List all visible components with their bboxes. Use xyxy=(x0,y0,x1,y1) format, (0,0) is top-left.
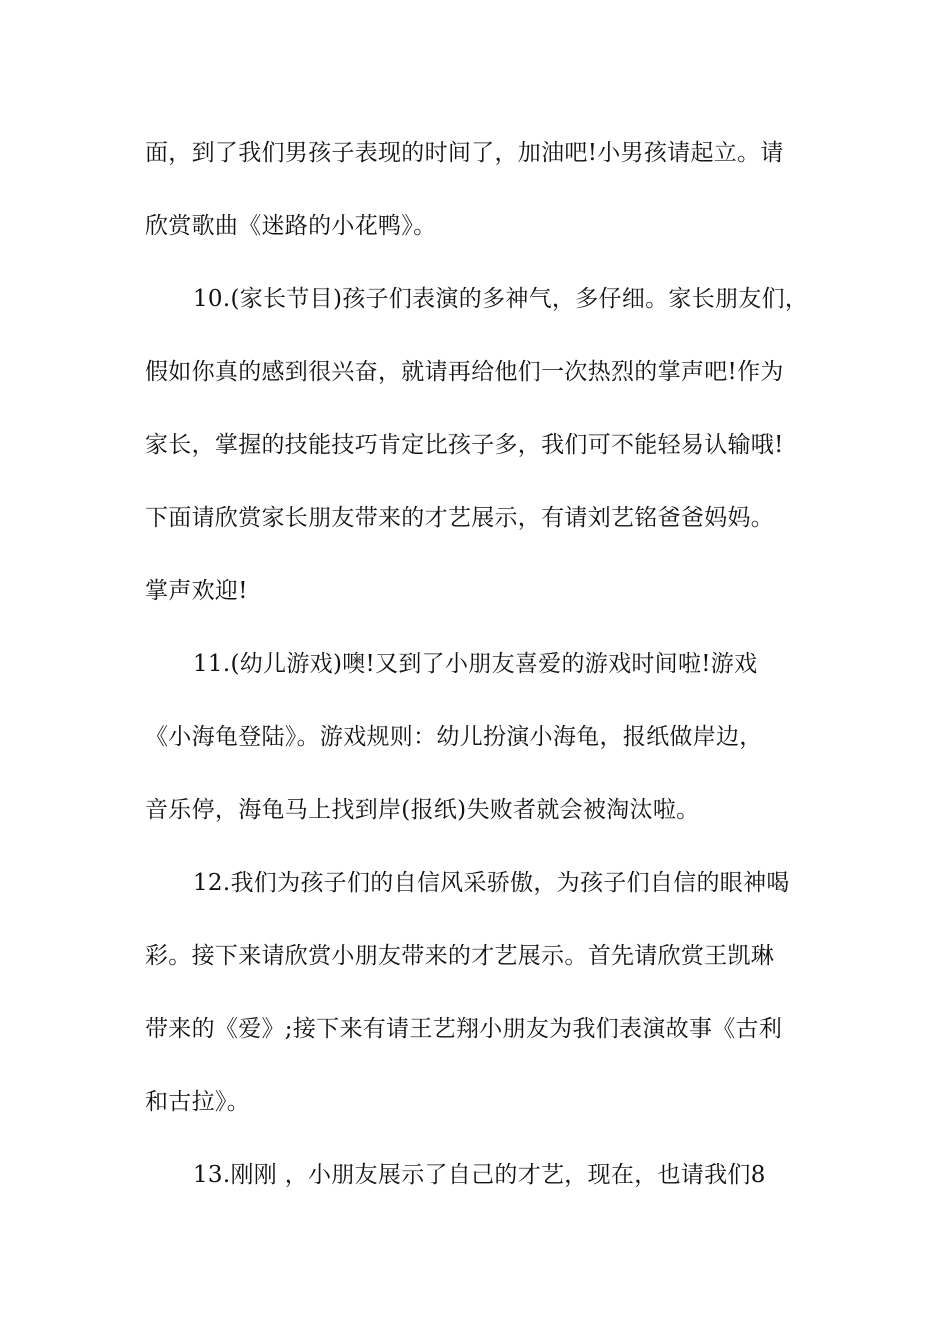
text-line: 掌声欢迎! xyxy=(145,578,248,604)
text-line: 假如你真的感到很兴奋，就请再给他们一次热烈的掌声吧!作为 xyxy=(145,359,784,385)
text-line: 音乐停，海龟马上找到岸(报纸)失败者就会被淘汰啦。 xyxy=(145,797,700,823)
paragraph-11-start: 11.(幼儿游戏)噢!又到了小朋友喜爱的游戏时间啦!游戏 xyxy=(193,651,758,677)
paragraph-12-start: 12.我们为孩子们的自信风采骄傲，为孩子们自信的眼神喝 xyxy=(193,870,790,896)
text-line: 和古拉》。 xyxy=(145,1089,250,1115)
text-line: 面，到了我们男孩子表现的时间了，加油吧!小男孩请起立。请 xyxy=(145,140,784,166)
text-line: 下面请欣赏家长朋友带来的才艺展示，有请刘艺铭爸爸妈妈。 xyxy=(145,505,775,531)
text-line: 欣赏歌曲《迷路的小花鸭》。 xyxy=(145,213,437,239)
paragraph-13-start: 13.刚刚 ，小朋友展示了自己的才艺，现在，也请我们8 xyxy=(193,1162,766,1188)
text-line: 《小海龟登陆》。游戏规则：幼儿扮演小海龟，报纸做岸边， xyxy=(145,724,763,750)
text-line: 家长，掌握的技能技巧肯定比孩子多，我们可不能轻易认输哦! xyxy=(145,432,784,458)
text-line: 彩。接下来请欣赏小朋友带来的才艺展示。首先请欣赏王凯琳 xyxy=(145,943,775,969)
text-line: 带来的《爱》;接下来有请王艺翔小朋友为我们表演故事《古利 xyxy=(145,1016,783,1042)
paragraph-10-start: 10.(家长节目)孩子们表演的多神气，多仔细。家长朋友们， xyxy=(193,286,809,312)
